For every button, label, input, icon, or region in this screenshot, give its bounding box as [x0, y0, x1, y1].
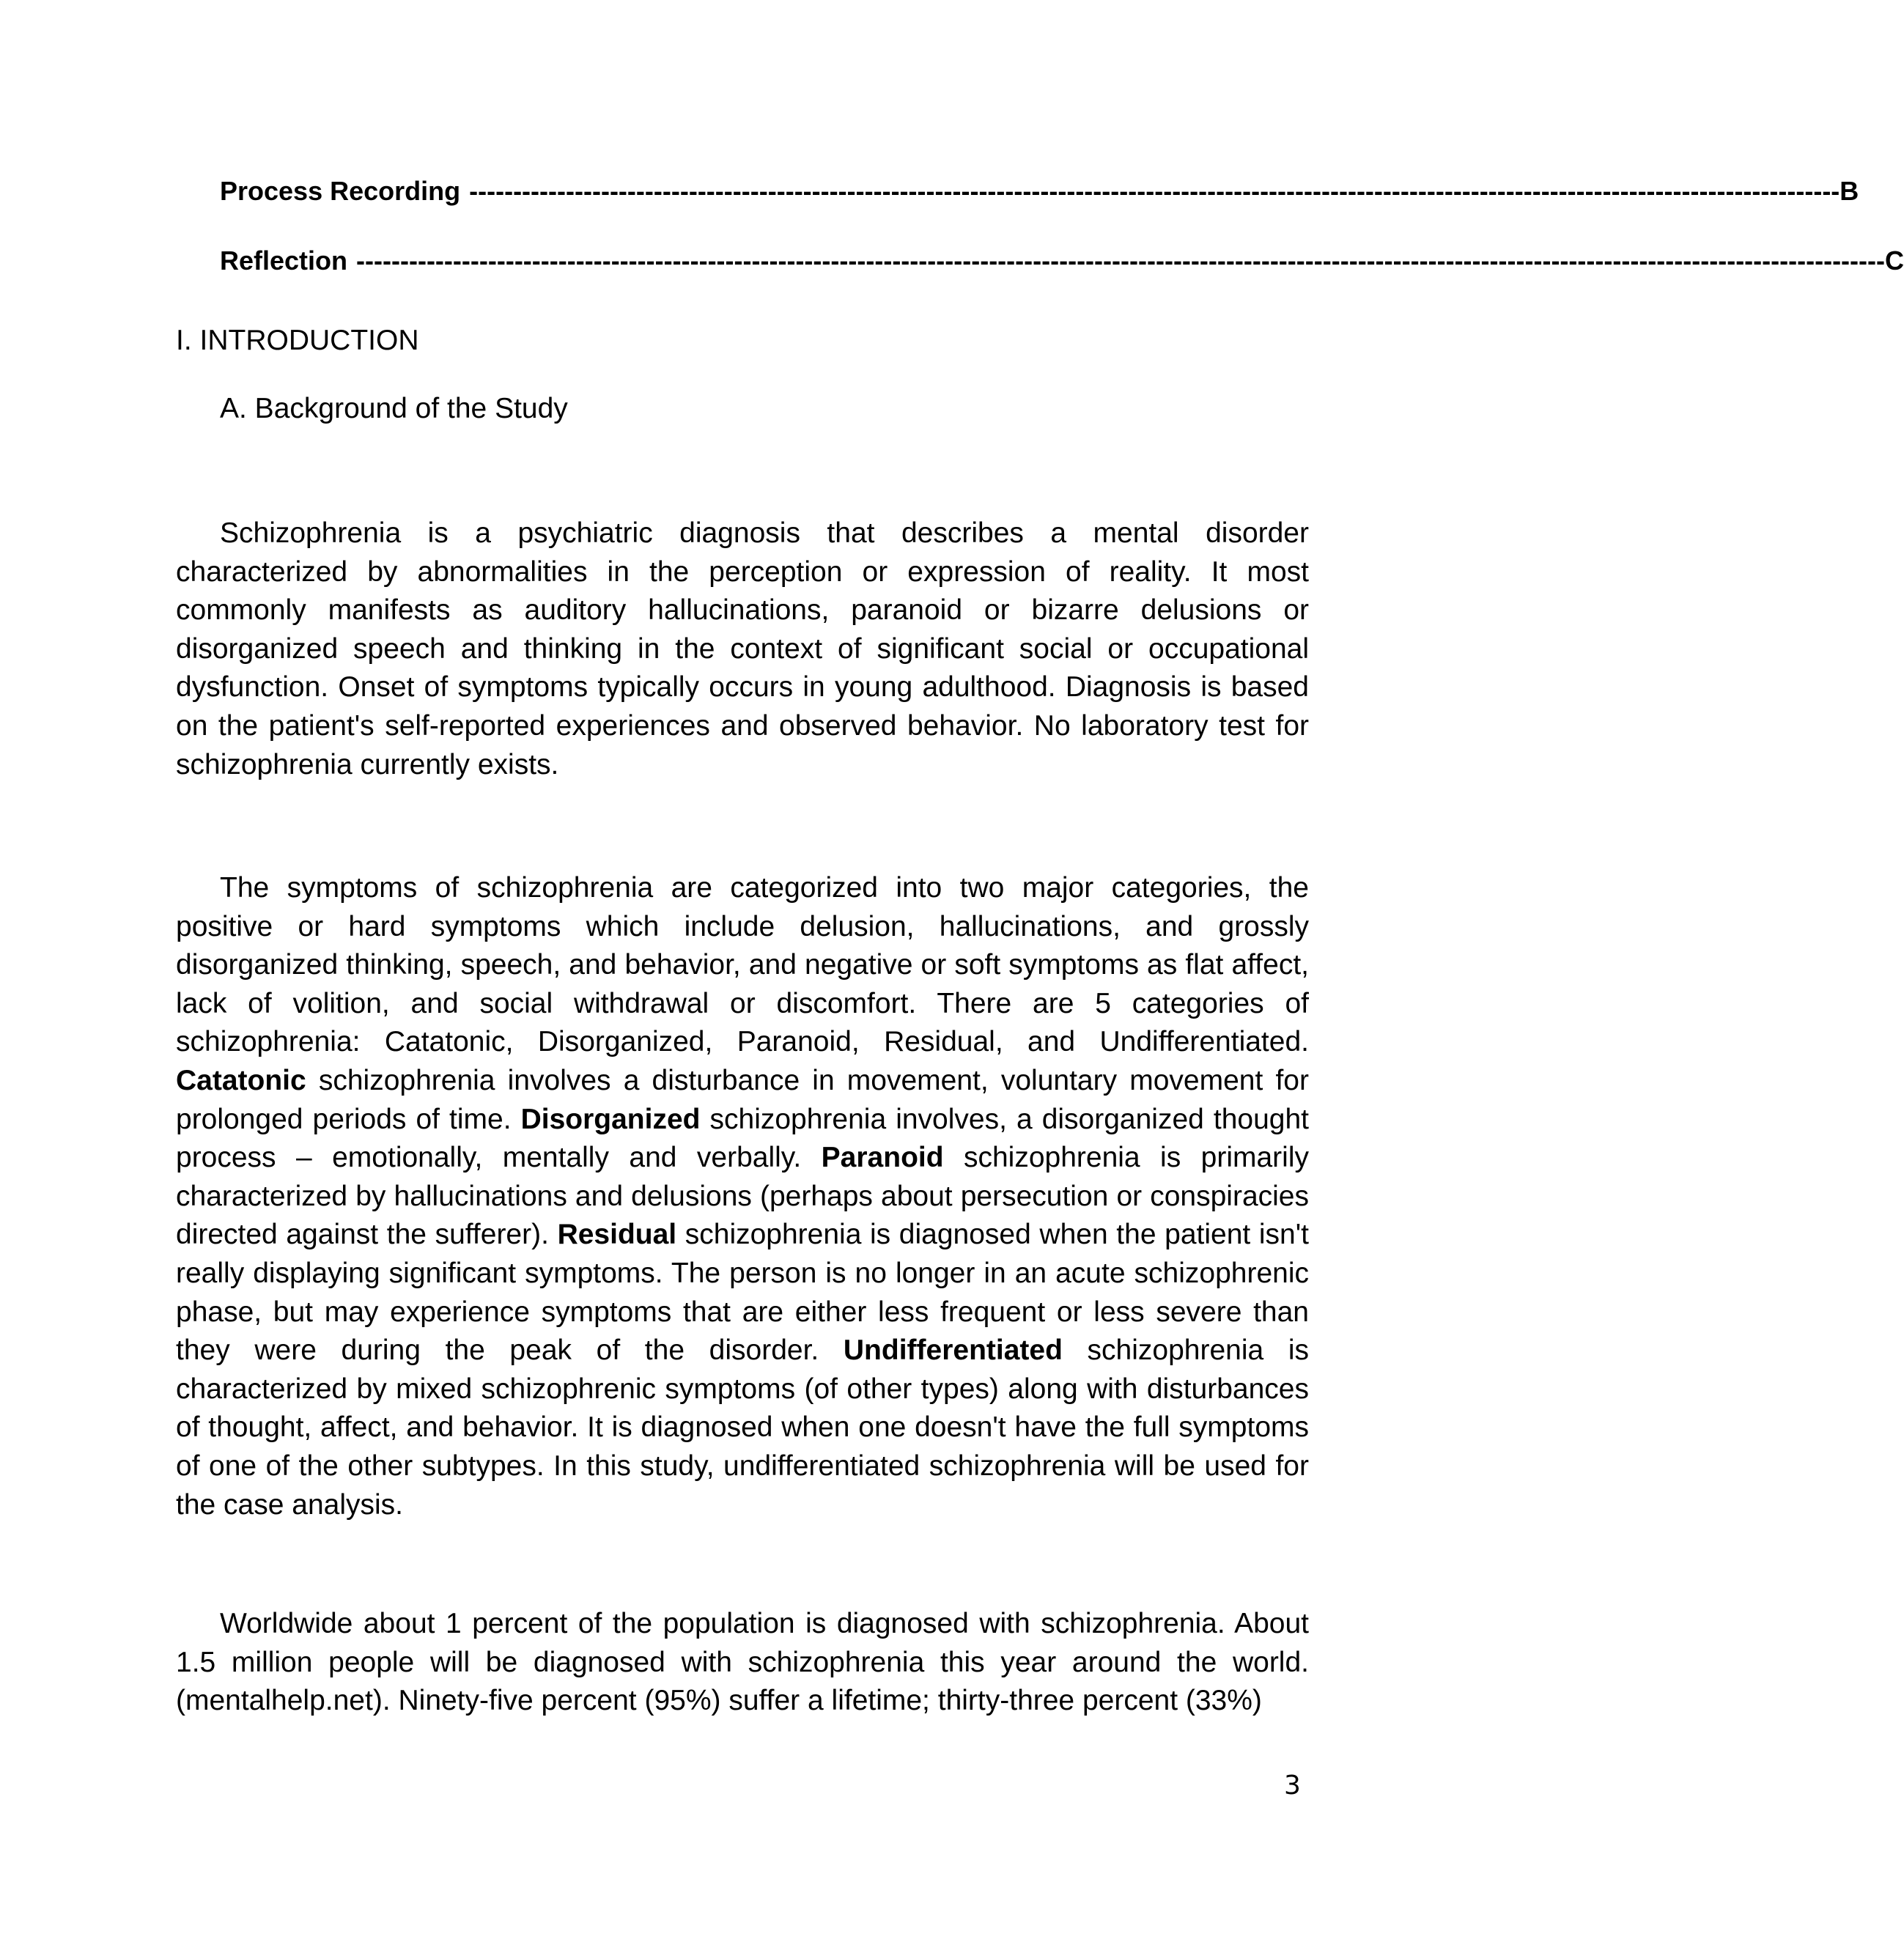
- toc-entry-process-recording: [220, 175, 1859, 207]
- paragraph-text: schizophrenia is primarily characterized by hallucinations and delusions (perhaps about persecution or conspiracies directed against the sufferer).: [176, 1142, 1309, 1251]
- toc-entry-label: Reflection: [220, 245, 348, 276]
- paragraph-text: schizophrenia is characterized by mixed schizophrenic symptoms (of other types) along with disturbances of thought, affect, and behavior. It is diagnosed when one doesn't have the full symptoms of one of the other subtypes. In this study, undifferentiated schizophrenia will be used for the case analysis.: [176, 1334, 1309, 1521]
- toc-entry-page: B: [1840, 176, 1859, 206]
- section-heading: I. INTRODUCTION: [176, 325, 419, 356]
- toc-entry-reflection: [220, 245, 1904, 277]
- paragraph-text: schizophrenia involves, a disorganized thought process – emotionally, mentally and verbally.: [176, 1103, 1309, 1174]
- term-catatonic: Catatonic: [176, 1064, 306, 1096]
- paragraph-prevalence: Worldwide about 1 percent of the population is diagnosed with schizophrenia. About 1.5 million people will be diagnosed with schizophrenia this year around the world. (mentalhelp.net). Ninety-five percent (95%) suffer a lifetime; thirty-three percent (33%): [176, 1608, 1309, 1717]
- paragraph-text: schizophrenia is diagnosed when the patient isn't really displaying significant symptoms. The person is no longer in an acute schizophrenic phase, but may experience symptoms that are either less frequent or less severe than they were during the peak of the disorder.: [176, 1219, 1309, 1367]
- term-residual: Residual: [557, 1219, 677, 1251]
- toc-leader-dashes: ------------------------------------------------------------------------------------------------------------------------------------------------------------------------------: [356, 245, 1885, 276]
- paragraph-text: The symptoms of schizophrenia are categorized into two major categories, the positive or hard symptoms which include delusion, hallucinations, and grossly disorganized thinking, speech, and behavior, and negative or soft symptoms as flat affect, lack of volition, and social withdrawal or discomfort. There are 5 categories of schizophrenia: Catatonic, Disorganized, Paranoid, Residual, and Undifferentiated.: [176, 872, 1309, 1058]
- paragraph-symptoms-categories: [176, 869, 1309, 1524]
- toc-entry-label: Process Recording: [220, 176, 461, 206]
- paragraph-text: schizophrenia involves a disturbance in movement, voluntary movement for prolonged periods of time.: [176, 1064, 1309, 1135]
- toc-leader-dashes: ------------------------------------------------------------------------------------------------------------------------------------------------------------: [469, 176, 1840, 206]
- paragraph-definition: Schizophrenia is a psychiatric diagnosis that describes a mental disorder characterized by abnormalities in the perception or expression of reality. It most commonly manifests as auditory hallucinations, paranoid or bizarre delusions or disorganized speech and thinking in the context of significant social or occupational dysfunction. Onset of symptoms typically occurs in young adulthood. Diagnosis is based on the patient's self-reported experiences and observed behavior. No laboratory test for schizophrenia currently exists.: [176, 517, 1309, 780]
- term-paranoid: Paranoid: [821, 1142, 944, 1174]
- toc-entry-page: C: [1885, 245, 1904, 276]
- subsection-heading: A. Background of the Study: [220, 393, 568, 424]
- term-undifferentiated: Undifferentiated: [843, 1334, 1063, 1367]
- term-disorganized: Disorganized: [520, 1103, 701, 1135]
- page-number: 3: [1284, 1771, 1301, 1801]
